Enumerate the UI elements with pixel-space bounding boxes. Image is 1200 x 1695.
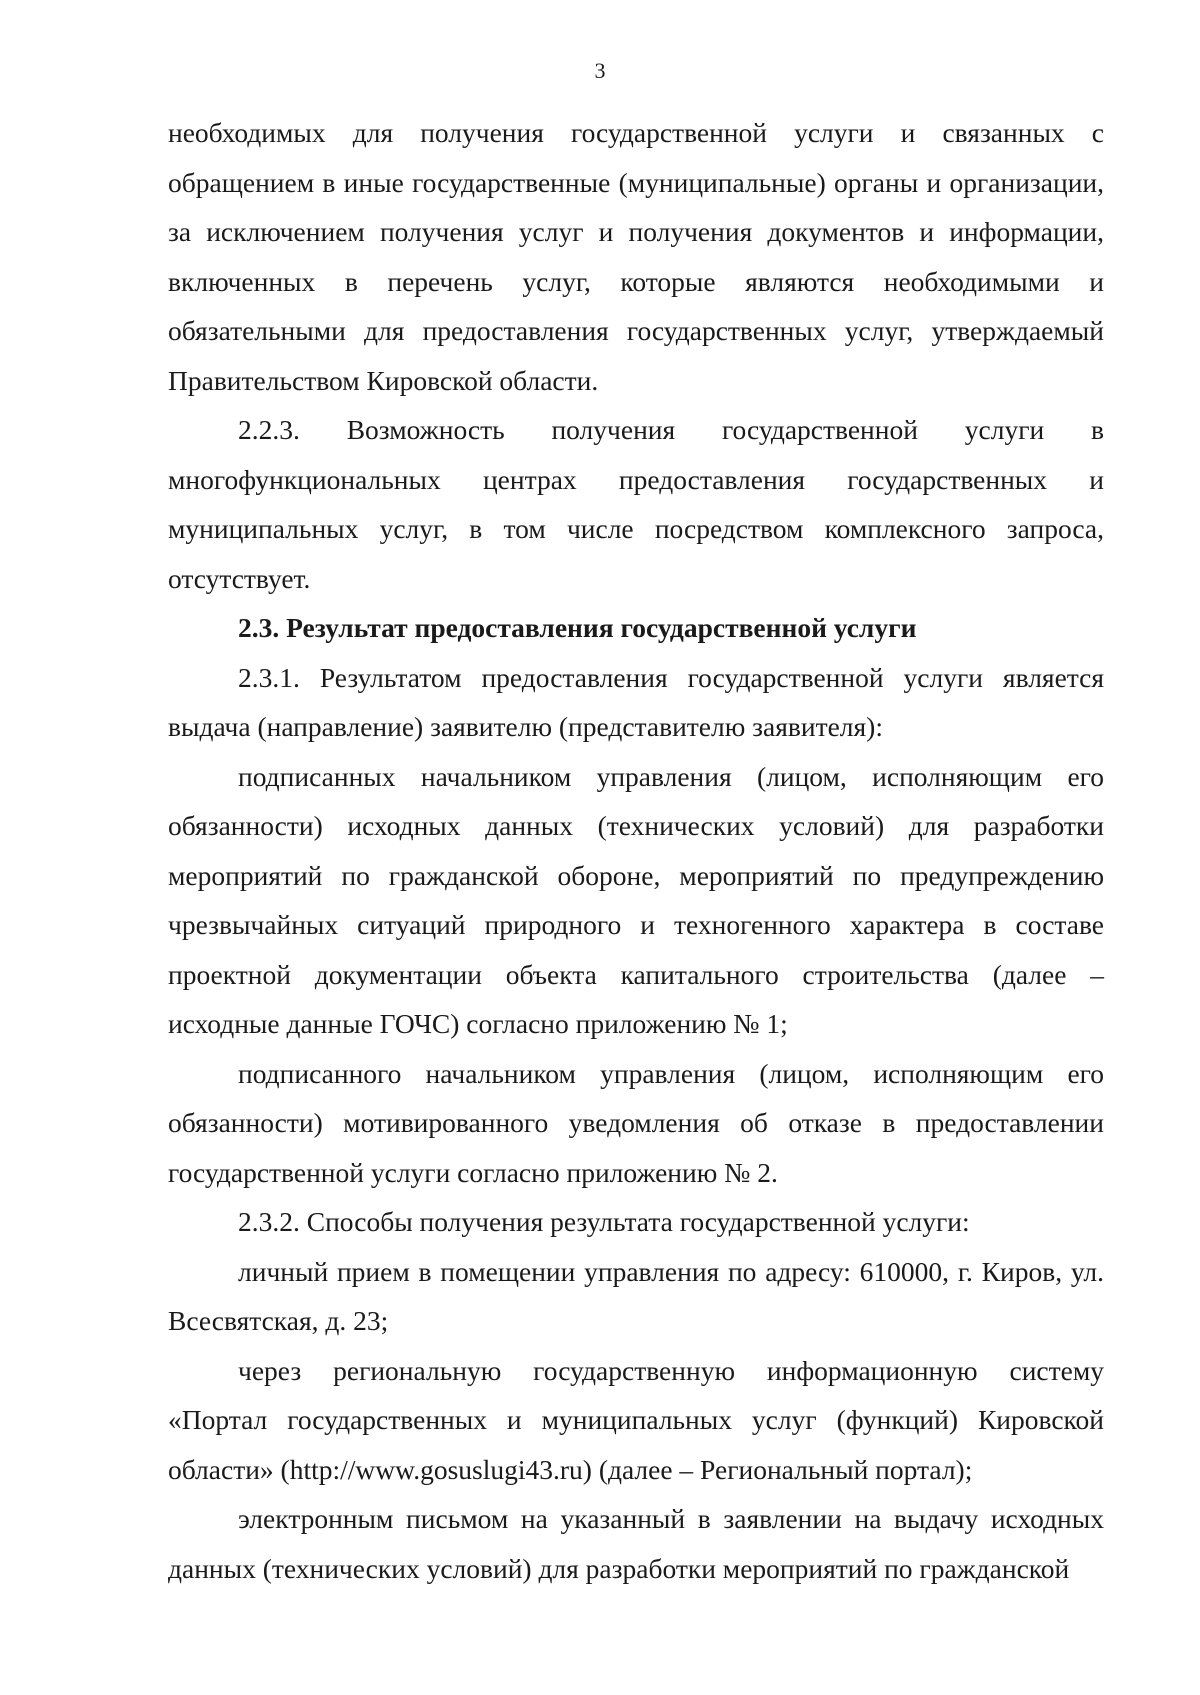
paragraph-regional-portal: через региональную государственную информационную систему «Портал государственных и муниципальных услуг (функций) Кировской области» (http://www.gosuslugi43.ru) (далее – Региональный портал); xyxy=(168,1354,1104,1485)
paragraph-2-2-3: 2.2.3. Возможность получения государственной услуги в многофункциональных центрах предоставления государственных и муниципальных услуг, в том числе посредством комплексного запроса, отсутствует. xyxy=(168,414,1104,594)
paragraph-signed-initial-data: подписанных начальником управления (лицом, исполняющим его обязанности) исходных данных (технических условий) для разработки мероприятий по гражданской обороне, мероприятий по предупреждению чрезвычайных ситуаций природного и техногенного характера в составе проектной документации объекта капитального строительства (далее – исходные данные ГОЧС) согласно приложению № 1; xyxy=(168,760,1104,1039)
paragraph-personal-reception: личный прием в помещении управления по адресу: 610000, г. Киров, ул. Всесвятская, д. 23; xyxy=(168,1255,1104,1336)
paragraph-refusal-notice: подписанного начальником управления (лицом, исполняющим его обязанности) мотивированного уведомления об отказе в предоставлении государственной услуги согласно приложению № 2. xyxy=(168,1057,1104,1188)
section-heading-2-3: 2.3. Результат предоставления государственной услуги xyxy=(238,612,917,643)
paragraph-2-3-1: 2.3.1. Результатом предоставления государственной услуги является выдача (направление) заявителю (представителю заявителя): xyxy=(168,661,1104,742)
paragraph-2-3-2: 2.3.2. Способы получения результата государственной услуги: xyxy=(238,1206,970,1237)
paragraph-continuation: необходимых для получения государственной услуги и связанных с обращением в иные государственные (муниципальные) органы и организации, за исключением получения услуг и получения документов и информации, включенных в перечень услуг, которые являются необходимыми и обязательными для предоставления государственных услуг, утверждаемый Правительством Кировской области. xyxy=(168,117,1104,396)
document-body xyxy=(168,108,1104,1593)
paragraph-email: электронным письмом на указанный в заявлении на выдачу исходных данных (технических условий) для разработки мероприятий по гражданской xyxy=(168,1503,1104,1584)
page-number: 3 xyxy=(594,58,606,83)
